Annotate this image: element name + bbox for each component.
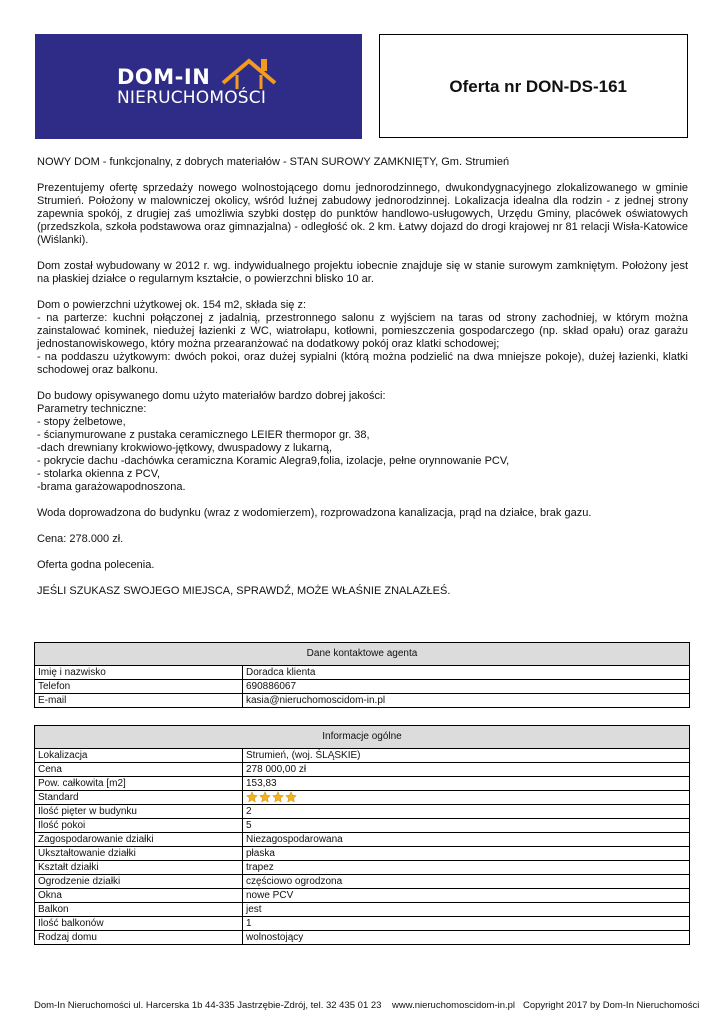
param-item: - stopy żelbetowe, xyxy=(37,416,126,428)
row-label: Lokalizacja xyxy=(35,749,243,763)
star-icon xyxy=(246,791,258,803)
table-row xyxy=(35,819,690,833)
table-row xyxy=(35,777,690,791)
utilities-text: Woda doprowadzona do budynku (wraz z wodomierzem), rozprowadzona kanalizacja, prąd na działce, brak gazu. xyxy=(37,507,592,519)
row-label: Pow. całkowita [m2] xyxy=(35,777,243,791)
company-logo xyxy=(35,34,362,139)
layout-intro: Dom o powierzchni użytkowej ok. 154 m2, składa się z: xyxy=(37,299,307,311)
headline: NOWY DOM - funkcjonalny, z dobrych materiałów - STAN SUROWY ZAMKNIĘTY, Gm. Strumień xyxy=(37,156,510,168)
row-value: płaska xyxy=(243,847,690,861)
logo-brand-name: DOM-IN xyxy=(117,65,211,89)
table-row xyxy=(35,666,690,680)
params-label: Parametry techniczne: xyxy=(37,403,147,415)
recommendation-text: Oferta godna polecenia. xyxy=(37,559,155,571)
table-row xyxy=(35,833,690,847)
table-header xyxy=(35,643,690,666)
offer-title: Oferta nr DON-DS-161 xyxy=(449,77,627,96)
row-label: Balkon xyxy=(35,903,243,917)
materials-section xyxy=(37,390,688,494)
param-item: -dach drewniany krokwiowo-jętkowy, dwuspadowy z lukarną, xyxy=(37,442,333,454)
table-row xyxy=(35,805,690,819)
table-row xyxy=(35,903,690,917)
description-paragraph-2: Dom został wybudowany w 2012 r. wg. indywidualnego projektu iobecnie znajduje się w stanie surowym zamkniętym. Położony jest na płaskiej działce o regularnym kształcie, o powierzchni blisko 10 ar. xyxy=(37,260,688,285)
row-label: Ogrodzenie działki xyxy=(35,875,243,889)
row-value: 1 xyxy=(243,917,690,931)
materials-intro: Do budowy opisywanego domu użyto materiałów bardzo dobrej jakości: xyxy=(37,390,386,402)
param-item: - pokrycie dachu -dachówka ceramiczna Koramic Alegra9,folia, izolacje, pełne orynnowanie PCV, xyxy=(37,455,510,467)
row-value: 2 xyxy=(243,805,690,819)
param-item: -brama garażowapodnoszona. xyxy=(37,481,186,493)
standard-rating xyxy=(243,791,690,805)
table-row xyxy=(35,917,690,931)
row-label: Telefon xyxy=(35,680,243,694)
logo-subtitle: NIERUCHOMOŚCI xyxy=(117,88,267,108)
row-label: Standard xyxy=(35,791,243,805)
row-label: E-mail xyxy=(35,694,243,708)
table-row xyxy=(35,889,690,903)
row-label: Zagospodarowanie działki xyxy=(35,833,243,847)
layout-parter: - na parterze: kuchni połączonej z jadalnią, przestronnego salonu z wyjściem na taras od strony zachodniej, w którym można zainstalować kominek, niedużej łazienki z WC, wiatrołapu, kotłowni, pomieszczenia gospodarczego (np. skład opału) oraz garażu jednostanowiskowego, który można przearanżować na dodatkowy pokój oraz klatki schodowej; xyxy=(37,312,688,350)
row-label: Cena xyxy=(35,763,243,777)
table-row xyxy=(35,680,690,694)
row-label: Rodzaj domu xyxy=(35,931,243,945)
row-value: Doradca klienta xyxy=(243,666,690,680)
row-value: 5 xyxy=(243,819,690,833)
logo-text xyxy=(117,66,266,108)
footer-address: Dom-In Nieruchomości ul. Harcerska 1b 44-335 Jastrzębie-Zdrój, tel. 32 435 01 23 xyxy=(34,1000,382,1011)
row-value: 153,83 xyxy=(243,777,690,791)
star-icon xyxy=(285,791,297,803)
table-row xyxy=(35,931,690,945)
row-value: 278 000,00 zł xyxy=(243,763,690,777)
price-text: Cena: 278.000 zł. xyxy=(37,533,124,545)
row-value: Strumień, (woj. ŚLĄSKIE) xyxy=(243,749,690,763)
row-value: częściowo ogrodzona xyxy=(243,875,690,889)
row-label: Imię i nazwisko xyxy=(35,666,243,680)
row-value: Niezagospodarowana xyxy=(243,833,690,847)
layout-poddasze: - na poddaszu użytkowym: dwóch pokoi, oraz dużej sypialni (którą można podzielić na dwa mniejsze pokoje), dużej łazienki, klatki schodowej oraz balkonu. xyxy=(37,351,688,376)
table-row xyxy=(35,694,690,708)
star-rating xyxy=(246,791,297,803)
param-item: - ścianymurowane z pustaka ceramicznego LEIER thermopor gr. 38, xyxy=(37,429,370,441)
general-info-table xyxy=(34,725,690,945)
table-row xyxy=(35,791,690,805)
row-label: Kształt działki xyxy=(35,861,243,875)
table-row xyxy=(35,847,690,861)
offer-description xyxy=(37,156,688,611)
offer-title-box xyxy=(379,34,688,138)
footer-copyright: Copyright 2017 by Dom-In Nieruchomości xyxy=(522,1000,700,1011)
general-table-title: Informacje ogólne xyxy=(35,726,690,749)
table-row xyxy=(35,875,690,889)
agent-contact-table xyxy=(34,642,690,708)
layout-description xyxy=(37,299,688,377)
row-label: Ukształtowanie działki xyxy=(35,847,243,861)
param-item: - stolarka okienna z PCV, xyxy=(37,468,161,480)
table-row xyxy=(35,763,690,777)
description-paragraph-1: Prezentujemy ofertę sprzedaży nowego wolnostojącego domu jednorodzinnego, dwukondygnacyjnego zlokalizowanego w gminie Strumień. Położony w malowniczej okolicy, wśród luźnej zabudowy jednorodzinnej. Lokalizacja idealna dla rodzin - z jednej strony zapewnia spokój, z drugiej zaś umożliwia szybki dostęp do punktów handlowo-usługowych, Urzędu Gminy, placówek oświatowych (przedszkola, szkoła podstawowa oraz gimnazjalna) - odległość ok. 2 km. Łatwy dojazd do drogi krajowej nr 81 relacji Wisła-Katowice (Wiślanki). xyxy=(37,182,688,246)
page-footer xyxy=(34,1000,706,1011)
row-label: Ilość balkonów xyxy=(35,917,243,931)
row-value: wolnostojący xyxy=(243,931,690,945)
row-value: 690886067 xyxy=(243,680,690,694)
row-value: jest xyxy=(243,903,690,917)
email-value[interactable]: kasia@nieruchomoscidom-in.pl xyxy=(243,694,690,708)
slogan-text: JEŚLI SZUKASZ SWOJEGO MIEJSCA, SPRAWDŹ, MOŻE WŁAŚNIE ZNALAZŁEŚ. xyxy=(37,585,451,597)
table-row xyxy=(35,749,690,763)
table-header xyxy=(35,726,690,749)
row-value: nowe PCV xyxy=(243,889,690,903)
footer-website-link[interactable]: www.nieruchomoscidom-in.pl xyxy=(392,1000,516,1011)
agent-table-title: Dane kontaktowe agenta xyxy=(35,643,690,666)
row-value: trapez xyxy=(243,861,690,875)
row-label: Ilość pokoi xyxy=(35,819,243,833)
star-icon xyxy=(272,791,284,803)
row-label: Ilość pięter w budynku xyxy=(35,805,243,819)
table-row xyxy=(35,861,690,875)
star-icon xyxy=(259,791,271,803)
row-label: Okna xyxy=(35,889,243,903)
